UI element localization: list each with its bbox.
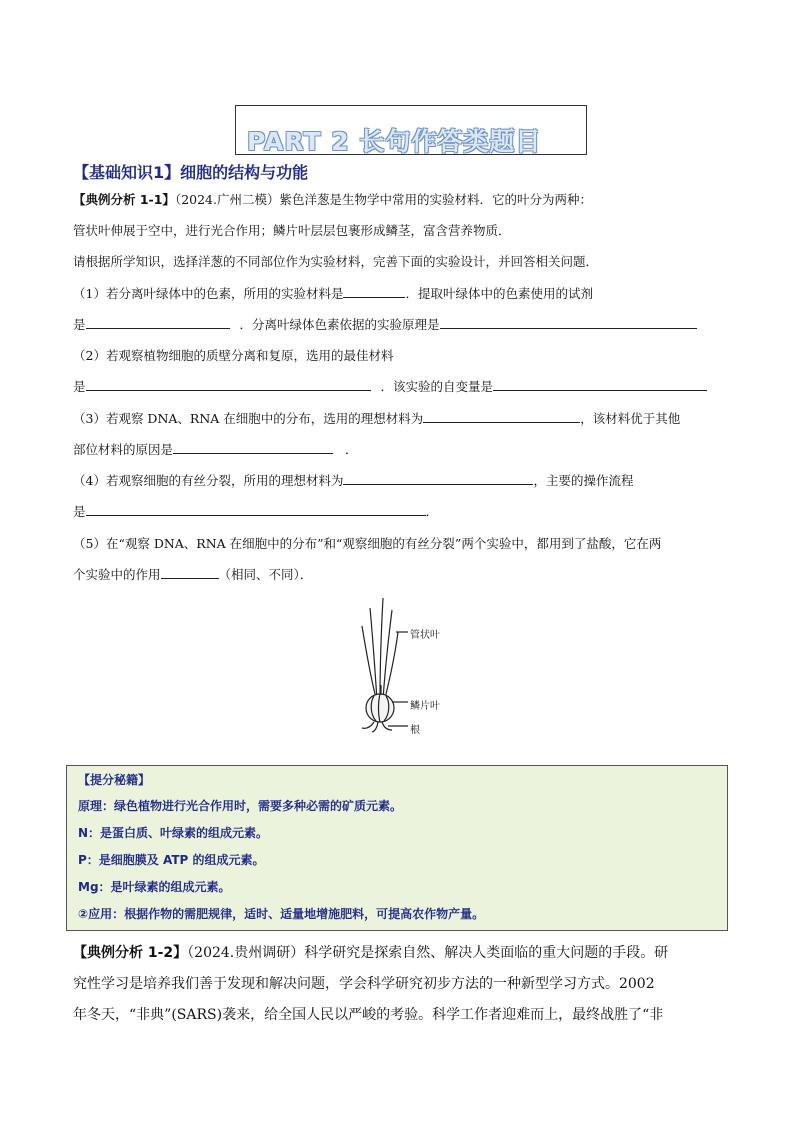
answer-blank[interactable] [86, 378, 371, 391]
section-heading: 【基础知识1】细胞的结构与功能 [73, 163, 309, 182]
q2-label: 【典例分析 1-2】 [73, 945, 188, 961]
tips-line1: 原理：绿色植物进行光合作用时，需要多种必需的矿质元素。 [78, 799, 403, 813]
q1-p4c: 是 [73, 504, 86, 519]
answer-blank[interactable] [173, 441, 333, 454]
q1-p4a: （4）若观察细胞的有丝分裂，所用的理想材料为 [73, 473, 344, 488]
tips-line3: P：是细胞膜及 ATP 的组成元素。 [78, 853, 265, 867]
q1-p1a: （1）若分离叶绿体中的色素，所用的实验材料是 [73, 286, 344, 301]
answer-blank[interactable] [440, 316, 697, 329]
q2-line2: 究性学习是培养我们善于发现和解决问题，学会科学研究初步方法的一种新型学习方式。2002 [73, 976, 655, 992]
q1-p1d: ．分离叶绿体色素依据的实验原理是 [239, 317, 440, 332]
q1-p5b: 个实验中的作用 [73, 567, 161, 582]
q1-part3-line2 [73, 441, 358, 459]
answer-blank[interactable] [423, 410, 580, 423]
onion-figure [340, 590, 460, 740]
q1-p2b: 是 [73, 379, 86, 394]
answer-blank[interactable] [343, 285, 405, 298]
q2-line3: 年冬天，“非典”(SARS)袭来，给全国人民以严峻的考验。科学工作者迎难而上，最终战胜了“非 [73, 1007, 664, 1023]
q1-p1b: ．提取叶绿体中的色素使用的试剂 [405, 286, 593, 301]
q1-p1c: 是 [73, 317, 86, 332]
q1-p3b: ，该材料优于其他 [580, 411, 681, 426]
tips-line5: ②应用：根据作物的需肥规律，适时、适量地增施肥料，可提高农作物产量。 [78, 907, 485, 921]
q1-line3: 请根据所学知识，选择洋葱的不同部位作为实验材料，完善下面的实验设计，并回答相关问题． [73, 254, 599, 269]
figure-label-tube-leaf: 管状叶 [410, 630, 440, 641]
q1-part1-line1 [73, 285, 593, 303]
q1-line2: 管状叶伸展于空中，进行光合作用；鳞片叶层层包裹形成鳞茎，富含营养物质． [73, 223, 511, 238]
q1-part5-line1: （5）在“观察 DNA、RNA 在细胞中的分布”和“观察细胞的有丝分裂”两个实验中，都用到了盐酸，它在两 [73, 536, 662, 551]
q1-p2c: ．该实验的自变量是 [380, 379, 494, 394]
q1-p4d: ． [425, 504, 439, 519]
answer-blank[interactable] [161, 566, 219, 579]
q1-part2-line2 [73, 378, 707, 396]
q1-p3d: ． [345, 442, 358, 457]
q2-line1-text: （2024.贵州调研）科学研究是探索自然、解决人类面临的重大问题的手段。研 [187, 945, 669, 961]
q1-p4b: ，主要的操作流程 [533, 473, 634, 488]
q1-p3a: （3）若观察 DNA、RNA 在细胞中的分布，选用的理想材料为 [73, 411, 424, 426]
q1-part4-line2 [73, 503, 438, 521]
answer-blank[interactable] [493, 378, 707, 391]
onion-illustration [340, 590, 460, 740]
q1-part2-line1: （2）若观察植物细胞的质壁分离和复原，选用的最佳材料 [73, 348, 394, 363]
tips-line4: Mg：是叶绿素的组成元素。 [78, 880, 231, 894]
q1-label: 【典例分析 1-1】 [73, 192, 175, 207]
q1-p5c: （相同、不同）． [218, 567, 313, 582]
q1-line1-text: （2024.广州二模）紫色洋葱是生物学中常用的实验材料．它的叶分为两种： [174, 192, 592, 207]
page-title: PART 2 长句作答类题目 [247, 127, 542, 156]
answer-blank[interactable] [86, 316, 230, 329]
q1-p3c: 部位材料的原因是 [73, 442, 174, 457]
q1-line1 [73, 191, 592, 209]
figure-label-root: 根 [410, 725, 420, 736]
tips-line2: N：是蛋白质、叶绿素的组成元素。 [78, 826, 269, 840]
tips-title: 【提分秘籍】 [78, 773, 151, 787]
answer-blank[interactable] [343, 472, 533, 485]
q1-part1-line2 [73, 316, 697, 334]
q1-part4-line1 [73, 472, 633, 490]
q1-part5-line2 [73, 566, 312, 584]
q1-part3-line1 [73, 410, 680, 428]
q2-line1 [73, 942, 668, 962]
figure-label-scale-leaf: 鳞片叶 [410, 701, 440, 712]
answer-blank[interactable] [86, 503, 426, 516]
